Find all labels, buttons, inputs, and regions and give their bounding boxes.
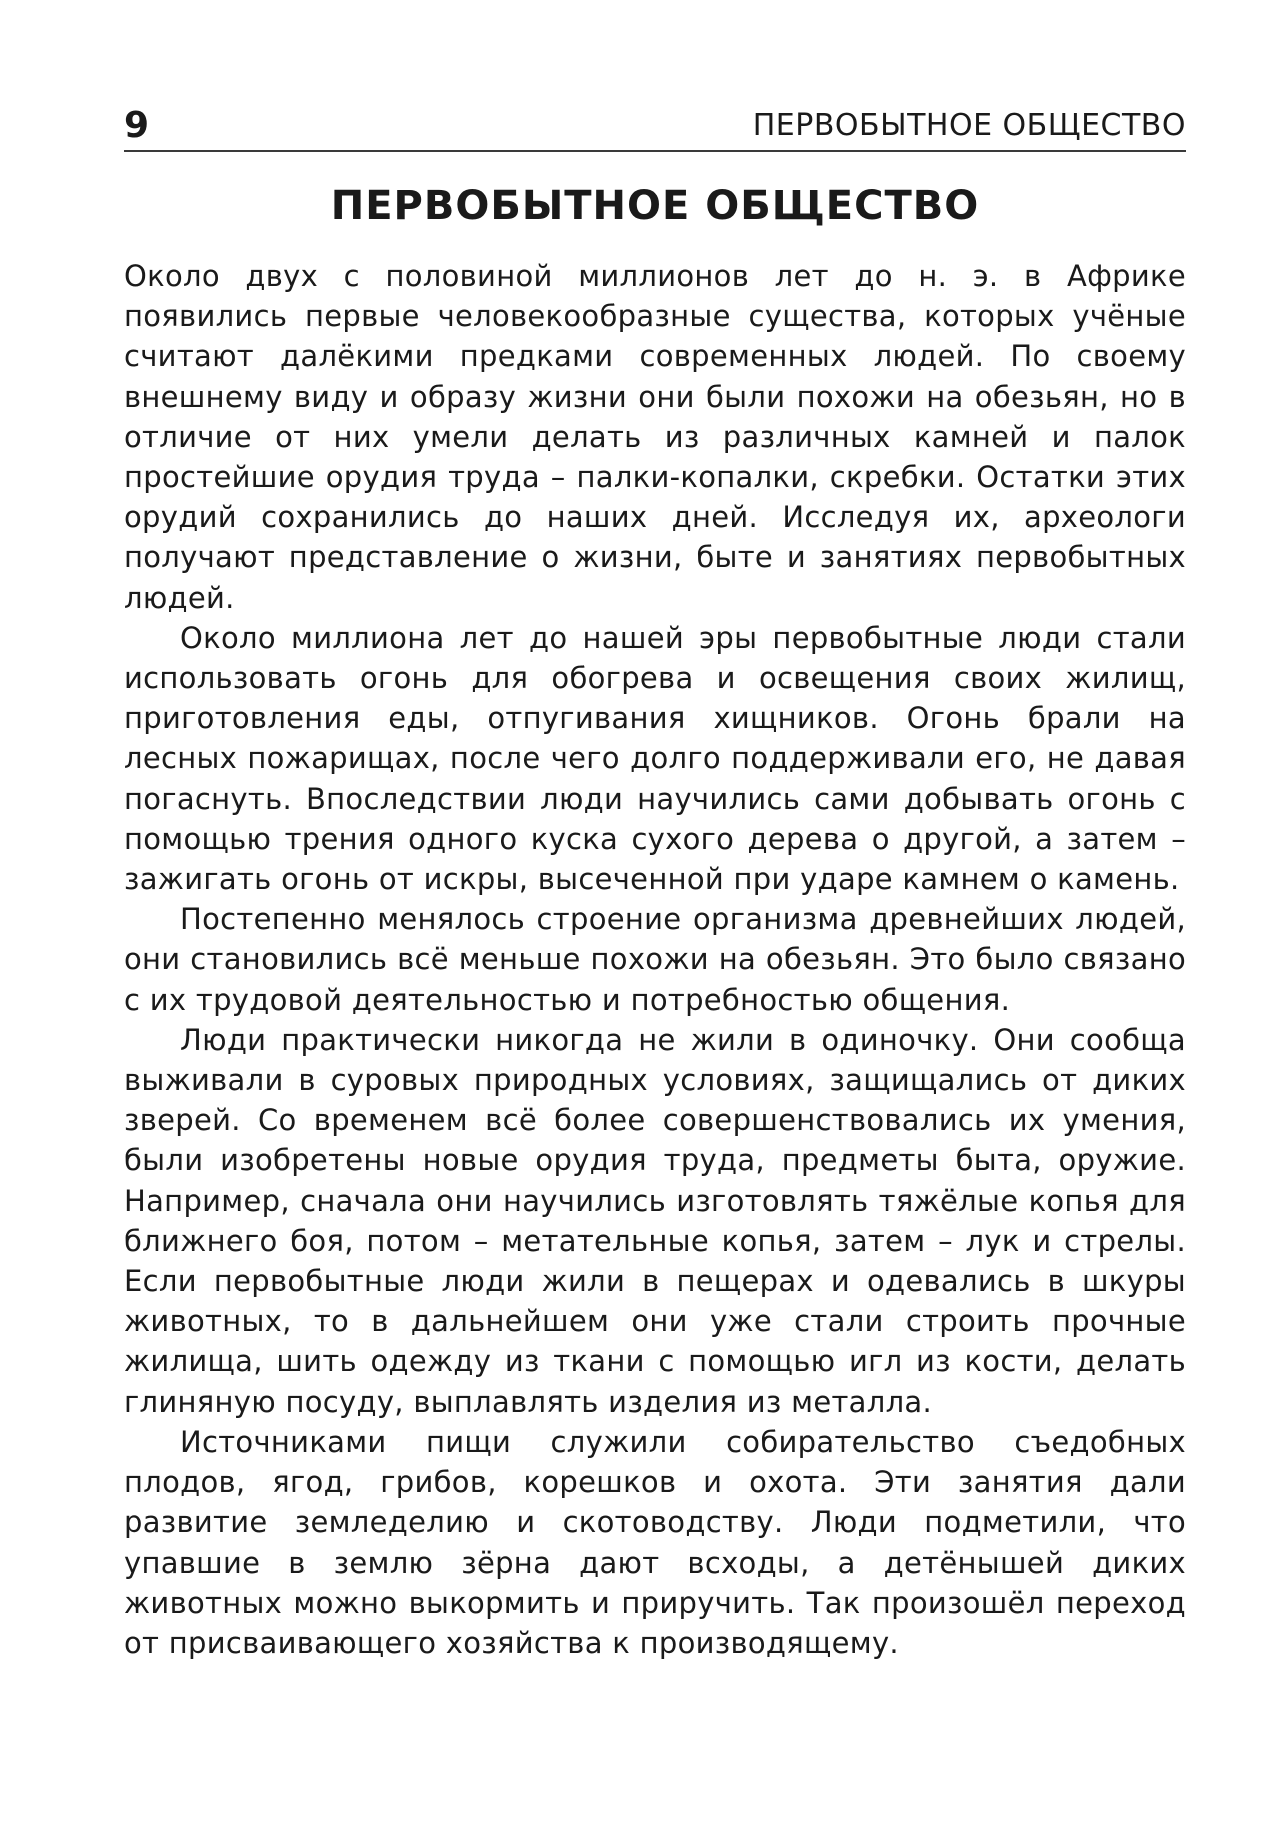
running-title: ПЕРВОБЫТНОЕ ОБЩЕСТВО — [752, 108, 1186, 143]
page-number: 9 — [124, 105, 150, 146]
body-text — [124, 256, 1186, 1663]
paragraph-1: Около двух с половиной миллионов лет до н. э. в Африке появились первые человекообразные существа, которых учёные считают далёкими предками современных людей. По своему внешнему виду и образу жизни они были похожи на обезьян, но в отличие от них умели делать из различных камней и палок простейшие орудия труда – палки-копалки, скребки. Остатки этих орудий сохранились до наших дней. Исследуя их, археологи получают представление о жизни, быте и занятиях первобытных людей. — [124, 259, 1186, 615]
book-page — [124, 100, 1186, 1663]
paragraph-3: Постепенно менялось строение организма древнейших людей, они становились всё меньше похожи на обезьян. Это было связано с их трудовой деятельностью и потребностью общения. — [124, 902, 1186, 1017]
running-header — [124, 100, 1186, 152]
paragraph-2: Около миллиона лет до нашей эры первобытные люди стали использовать огонь для обогрева и освещения своих жилищ, приготовления еды, отпугивания хищников. Огонь брали на лесных пожарищах, после чего долго поддерживали его, не давая погаснуть. Впоследствии люди научились сами добывать огонь с помощью трения одного куска сухого дерева о другой, а затем – зажигать огонь от искры, высеченной при ударе камнем о камень. — [124, 620, 1186, 897]
paragraph-4: Люди практически никогда не жили в одиночку. Они сообща выживали в суровых природных условиях, защищались от диких зверей. Со временем всё более совершенствовались их умения, были изобретены новые орудия труда, предметы быта, оружие. Например, сначала они научились изготовлять тяжёлые копья для ближнего боя, потом – метательные копья, затем – лук и стрелы. Если первобытные люди жили в пещерах и одевались в шкуры животных, то в дальнейшем они уже стали строить прочные жилища, шить одежду из ткани с помощью игл из кости, делать глиняную посуду, выплавлять изделия из металла. — [124, 1022, 1186, 1419]
paragraph-5: Источниками пищи служили собирательство съедобных плодов, ягод, грибов, корешков и охота. Эти занятия дали развитие земледелию и скотоводству. Люди подметили, что упавшие в землю зёрна дают всходы, а детёнышей диких животных можно выкормить и приручить. Так произошёл переход от присваивающего хозяйства к производящему. — [124, 1424, 1186, 1660]
chapter-title: ПЕРВОБЫТНОЕ ОБЩЕСТВО — [330, 183, 980, 229]
